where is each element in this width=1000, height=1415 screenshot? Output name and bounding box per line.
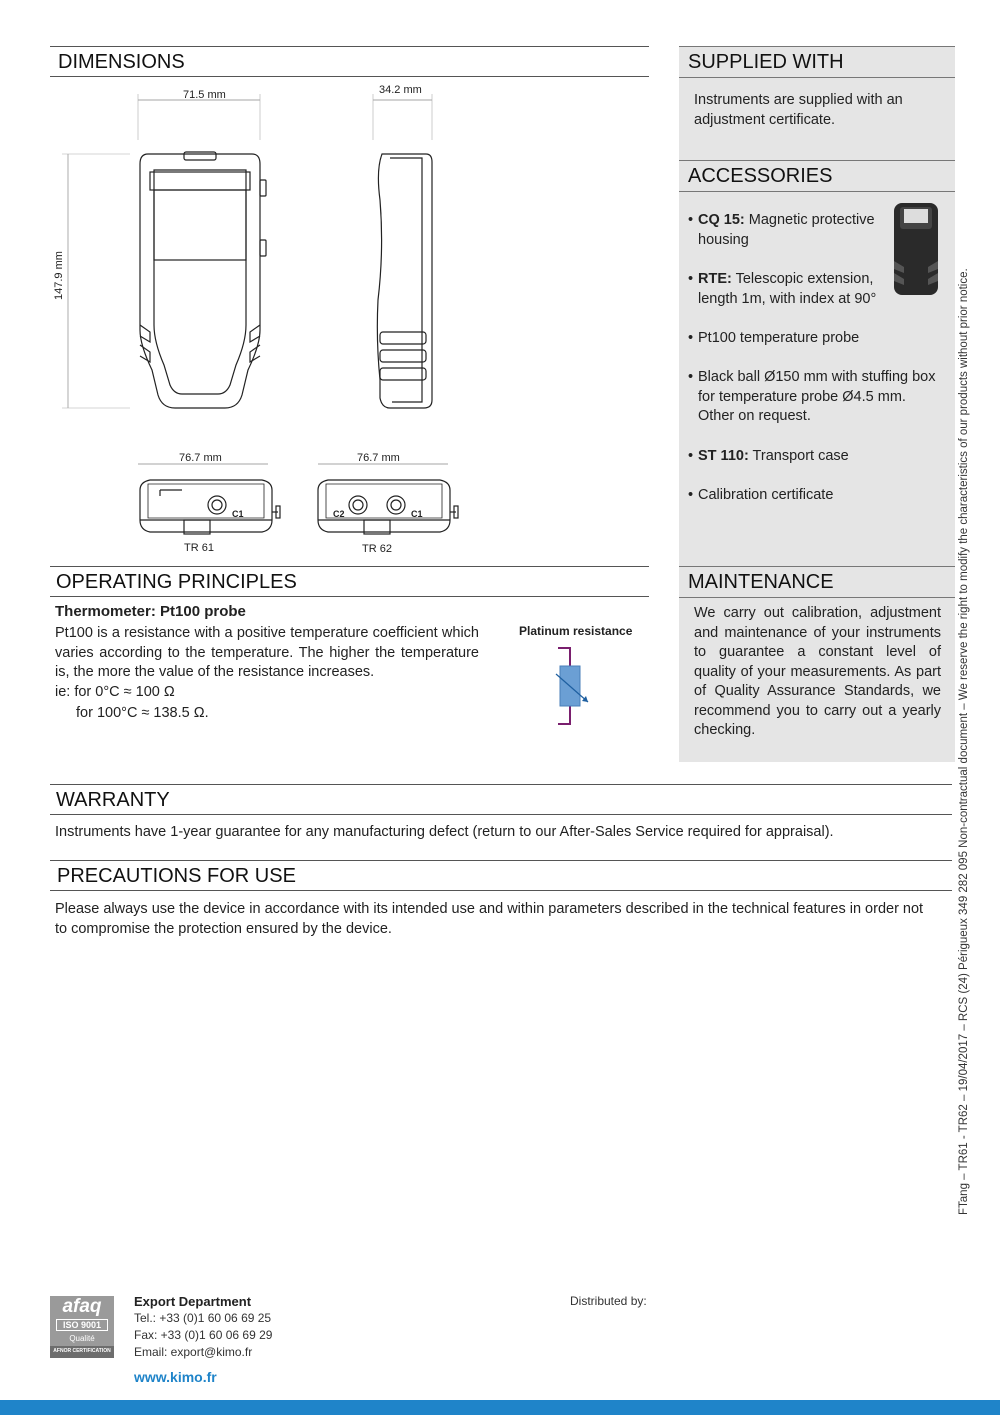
footer-email[interactable]: Email: export@kimo.fr (134, 1345, 253, 1359)
warranty-text: Instruments have 1-year guarantee for any manufacturing defect (return to our After-Sales Service required for appraisal). (55, 824, 834, 840)
supplied-with-text: Instruments are supplied with an adjustment certificate. (694, 92, 903, 128)
accessories-title: ACCESSORIES (679, 160, 955, 192)
height-label: 147.9 mm (53, 251, 65, 300)
accessory-item: • CQ 15: Magnetic protective housing (688, 212, 875, 248)
protective-housing-image (890, 201, 942, 297)
operating-principles-title: OPERATING PRINCIPLES (50, 566, 649, 597)
accessory-item: • Calibration certificate (688, 487, 834, 503)
vertical-disclaimer: FTang – TR61 - TR62 – 19/04/2017 – RCS (24) Périgueux 349 282 095 Non-contractual document – We reserve the right to modify the characteristics of our products without prior notice. (958, 268, 970, 1215)
tr61-label: TR 61 (184, 542, 214, 554)
depth-side-label: 34.2 mm (379, 84, 422, 96)
afaq-logo-quality: Qualité (69, 1334, 95, 1343)
operating-subtitle: Thermometer: Pt100 probe (55, 603, 246, 620)
width-front-label: 71.5 mm (183, 89, 226, 101)
maintenance-text: We carry out calibration, adjustment and maintenance of your instruments to guarantee a constant level of quality of your measurements. As part of Quality Assurance Standards, we recommend you to carry out a yearly checking. (694, 605, 941, 738)
tr62-label: TR 62 (362, 543, 392, 555)
tr62-c2-label: C2 (333, 509, 345, 519)
dimensions-title: DIMENSIONS (50, 46, 649, 77)
precautions-title: PRECAUTIONS FOR USE (50, 860, 952, 891)
accessory-item: • ST 110: Transport case (688, 448, 849, 464)
warranty-title: WARRANTY (50, 784, 952, 815)
footer-website-link[interactable]: www.kimo.fr (134, 1369, 217, 1385)
width-tr62-label: 76.7 mm (357, 452, 400, 464)
afaq-logo (50, 1296, 114, 1358)
distributed-by: Distributed by: (570, 1294, 647, 1308)
diagram-label: Platinum resistance (519, 624, 633, 638)
accessory-item: • Black ball Ø150 mm with stuffing box for temperature probe Ø4.5 mm. Other on request. (688, 369, 936, 424)
afaq-logo-afnor: AFNOR CERTIFICATION (53, 1348, 111, 1354)
dimensions-drawing (50, 80, 650, 560)
device-drawings-svg (50, 80, 650, 560)
afaq-logo-iso: ISO 9001 (56, 1319, 108, 1331)
width-tr61-label: 76.7 mm (179, 452, 222, 464)
afaq-logo-brand: afaq (62, 1296, 102, 1317)
operating-line-1: ie: for 0°C ≈ 100 Ω (55, 684, 175, 700)
footer-bar (0, 1400, 1000, 1415)
operating-line-2: for 100°C ≈ 138.5 Ω. (76, 705, 209, 721)
footer-department: Export Department (134, 1294, 252, 1309)
precautions-text: Please always use the device in accordance with its intended use and within parameters described in the technical features in order not to compromise the protection ensured by the device. (55, 901, 924, 937)
footer-tel: Tel.: +33 (0)1 60 06 69 25 (134, 1311, 272, 1325)
footer-fax: Fax: +33 (0)1 60 06 69 29 (134, 1328, 273, 1342)
tr62-c1-label: C1 (411, 509, 423, 519)
tr61-c1-label: C1 (232, 509, 244, 519)
accessory-item: • Pt100 temperature probe (688, 330, 860, 346)
accessory-item: • RTE: Telescopic extension, length 1m, with index at 90° (688, 271, 877, 307)
platinum-resistance-diagram (548, 646, 598, 730)
maintenance-title: MAINTENANCE (679, 566, 955, 598)
operating-paragraph: Pt100 is a resistance with a positive temperature coefficient which varies according to the temperature. The higher the temperature is, the more the value of the resistance increases. (55, 625, 479, 680)
supplied-with-title: SUPPLIED WITH (679, 46, 955, 78)
